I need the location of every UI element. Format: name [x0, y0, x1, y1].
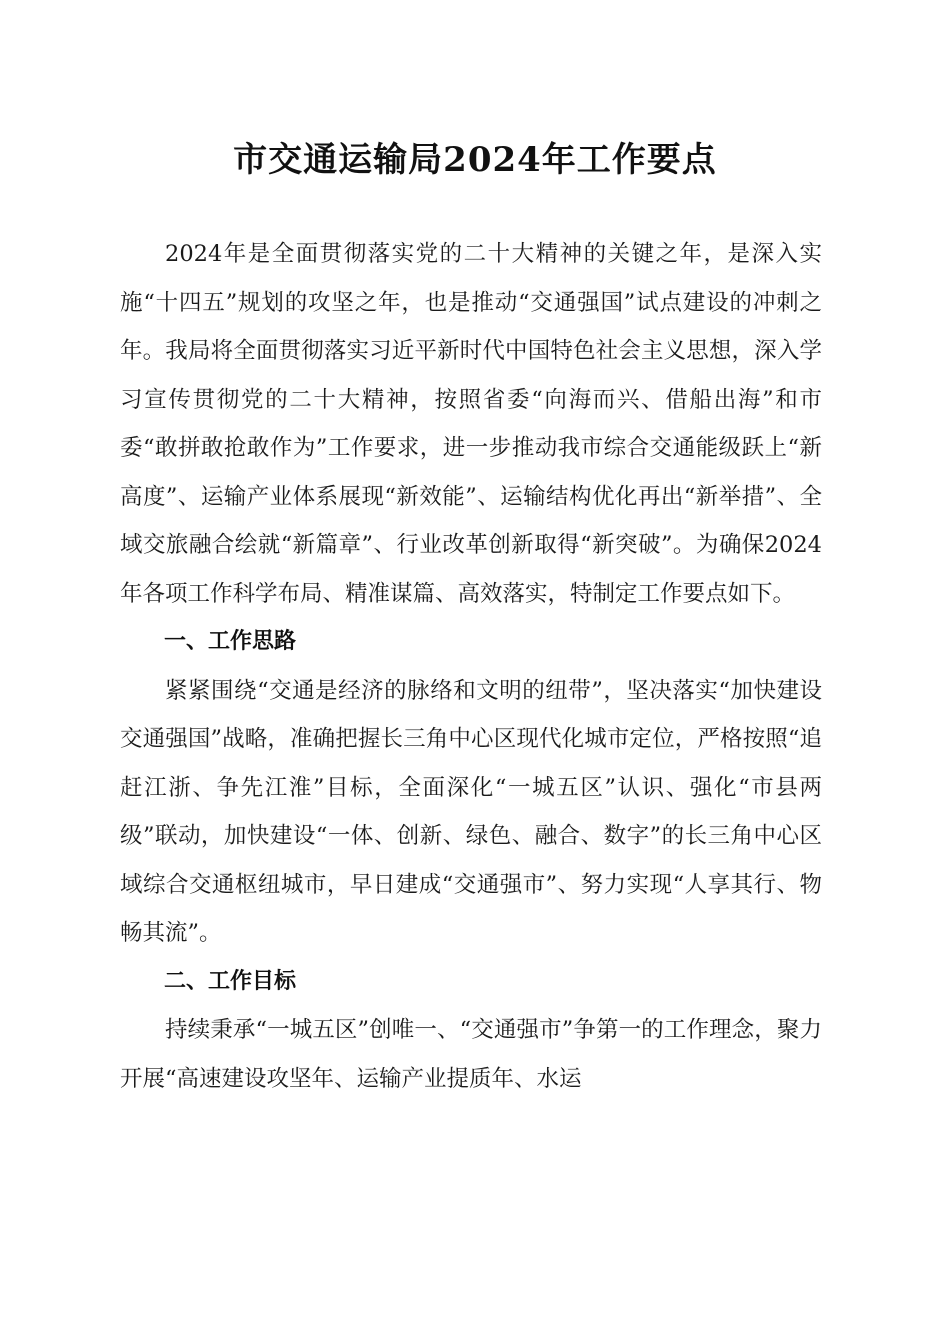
section-heading-work-goals: 二、工作目标 — [164, 968, 297, 994]
intro-paragraph: 2024年是全面贯彻落实党的二十大精神的关键之年，是深入实施“十四五”规划的攻坚之年，也是推动“交通强国”试点建设的冲刺之年。我局将全面贯彻落实习近平新时代中国特色社会主义思想，深入学习宣传贯彻党的二十大精神，按照省委“向海而兴、借船出海”和市委“敢拼敢抢敢作为”工作要求，进一步推动我市综合交通能级跃上“新高度”、运输产业体系展现“新效能”、运输结构优化再出“新举措”、全域交旅融合绘就“新篇章”、行业改革创新取得“新突破”。为确保2024年各项工作科学布局、精准谋篇、高效落实，特制定工作要点如下。 — [120, 241, 822, 607]
section-paragraph-work-approach: 紧紧围绕“交通是经济的脉络和文明的纽带”，坚决落实“加快建设交通强国”战略，准确把握长三角中心区现代化城市定位，严格按照“追赶江浙、争先江淮”目标，全面深化“一城五区”认识、强化“市县两级”联动，加快建设“一体、创新、绿色、融合、数字”的长三角中心区域综合交通枢纽城市，早日建成“交通强市”、努力实现“人享其行、物畅其流”。 — [120, 677, 822, 946]
section-paragraph-work-goals: 持续秉承“一城五区”创唯一、“交通强市”争第一的工作理念，聚力开展“高速建设攻坚年、运输产业提质年、水运 — [120, 1017, 822, 1092]
section-heading-work-approach: 一、工作思路 — [164, 629, 297, 654]
document-title: 市交通运输局2024年工作要点 — [233, 140, 717, 180]
document-body — [120, 230, 822, 1103]
